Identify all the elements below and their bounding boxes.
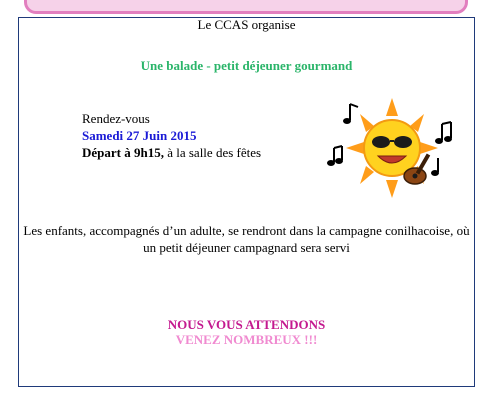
organizer-line: Le CCAS organise: [197, 17, 296, 32]
rendezvous-label: Rendez-vous: [82, 111, 150, 126]
departure-line: [82, 145, 261, 160]
departure-time: Départ à 9h15,: [82, 145, 164, 160]
call-to-action: VENEZ NOMBREUX !!!: [175, 332, 318, 347]
event-description: Les enfants, accompagnés d’un adulte, se rendront dans la campagne conilhacoise, où un petit déjeuner campagnard sera servi: [23, 223, 470, 255]
event-title: Une balade - petit déjeuner gourmand: [140, 58, 353, 73]
invitation-line: NOUS VOUS ATTENDONS: [167, 317, 326, 332]
departure-place: à la salle des fêtes: [163, 145, 262, 160]
event-date: Samedi 27 Juin 2015: [82, 128, 197, 143]
top-pink-banner: [24, 0, 468, 14]
singing-sun-icon: [320, 98, 462, 198]
